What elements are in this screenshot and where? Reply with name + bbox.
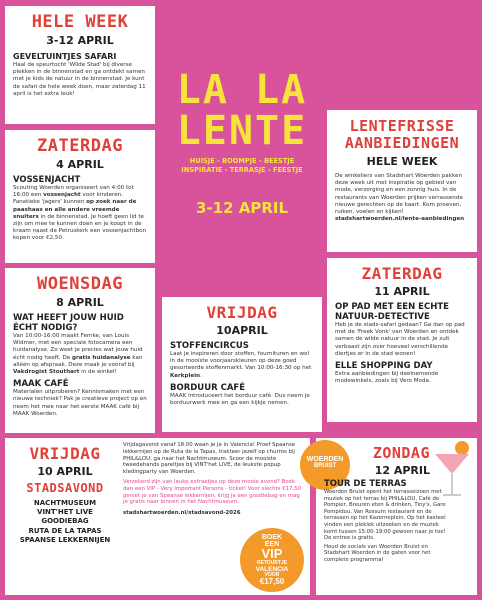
- lentefrisse-body: De winkeliers van Stadshart Woerden pakken deze week uit met inspiratie op gebied van mode, verzorging en een zonnig huis. In de restaurants van Woerden prijken verrassende nieuwe gerechten op de kaart. Kom proeven, ruiken, voelen en kijken!: [335, 173, 463, 216]
- vrijdag-10-card: [162, 297, 322, 432]
- natuur-detective-body: Heb je de stads-safari gedaan? Ga dan op pad met de 'Freek Vonk' van Woerden en ontdek samen de wilde natuur in de stad. Je zult verbaast zijn over hoeveel verschillende diertjes er in de stad wonen!: [335, 322, 465, 357]
- hero-banner: [162, 67, 322, 217]
- elle-shopping-body: Extra aanbiedingen bij deelnemende modewinkels, zoals bij Vero Moda.: [335, 371, 439, 385]
- venue-item: VINT'HET LIVE: [37, 508, 93, 517]
- lentefrisse-sub: HELE WEEK: [366, 155, 438, 168]
- hele-week-dates: 3-12 APRIL: [46, 34, 114, 47]
- hele-week-section: GEVELTUINTJES SAFARI: [13, 52, 117, 61]
- stadsavond-venues: [9, 499, 121, 545]
- elle-shopping-heading: ELLE SHOPPING DAY: [335, 361, 433, 372]
- maak-cafe-heading: MAAK CAFÉ: [13, 379, 69, 390]
- zondag-day: ZONDAG: [372, 444, 430, 462]
- woensdag-day: WOENSDAG: [37, 274, 123, 294]
- vip-line3: VIP: [261, 546, 283, 561]
- vrijdag-10-day: VRIJDAG: [206, 303, 278, 322]
- venue-item: RUTA DE LA TAPAS: [28, 526, 102, 535]
- stadsavond-link[interactable]: stadshartwoerden.nl/stadsavond-2026: [123, 510, 241, 517]
- zaterdag-11-card: [327, 258, 477, 422]
- vip-line6: VOOR: [264, 572, 280, 578]
- hele-week-card: [5, 6, 155, 124]
- tour-de-terras-body: Woerden Bruist opent het terrasseizoen met muziek op het terras bij PHIL&LOU, Café de Pompier, Breuren eten & drinken, Tiny's, Gare Pompidou, Van Rossum restaurant en de terrassen op het Kazerneplein. Op het kasteel vinden een pleklek uitzoeken en de muziek komt tussen 15:00-19:00 gewoon naar je toe! De entree is gratis.: [324, 489, 446, 542]
- hero-dates: 3-12 APRIL: [195, 199, 289, 217]
- woensdag-card: [5, 268, 155, 433]
- maak-cafe-body: Materialen uitproberen? Kennismaken met een nieuwe techniek? Pak je creatieve project op en neem het mee naar het eerste MAAK café bij MAAK Woerden.: [13, 389, 147, 417]
- zaterdag-4-day: ZATERDAG: [37, 136, 123, 156]
- lentefrisse-title1: LENTEFRISSE: [349, 117, 455, 135]
- vip-line1: BOEK: [261, 534, 283, 541]
- stadsavond-body1: Vrijdagavond vanaf 18.00 waan je je in Valencia! Proef Spaanse lekkernijen op de Ruta de la Tapas, trakteer jezelf op churros bij PHIL&LOU, ga naar het Nachtmuseum. Scoor de mooiste tweedehands pareltjes bij VINT'het LIVE, de leukste popup kledingparty van Woerden.: [123, 442, 296, 476]
- lentefrisse-card: [327, 110, 477, 252]
- hele-week-body: Haal de speurtocht 'Wilde Stad' bij diverse plekken in de binnenstad en ga ontdekt samen met je kids de natuur in de binnenstad. Je kunt de safari de hele week doen, maar zaterdag 11 april is het extra leuk!: [13, 62, 146, 97]
- stoffencircus-body: Laat je inspireren door stoffen, fournituren en wol in de mooiste voorjaarskleuren op deze goed gesorteerde stoffenmarkt. Van 10:00-16:30 op het Kerkplein.: [170, 351, 312, 379]
- stadsavond-left: [9, 444, 121, 545]
- zaterdag-4-card: [5, 130, 155, 263]
- tour-de-terras-heading: TOUR DE TERRAS: [324, 479, 407, 489]
- huidanalyse-body: Van 10:00-16:00 maakt Femke, van Louis Widmer, met een speciale fotocamera een huidanalyse. Zo weet je precies wat jouw huid écht nodig heeft. De gratis huidanalyse kan alléén op afspraak. Deze maak je vooraf bij Vakdrogist Stouthart in de winkel!: [13, 333, 143, 376]
- vip-line7: €17,50: [259, 577, 285, 586]
- hero-tags-line1: HUISJE - BOOMPJE - BEESTJE: [189, 157, 295, 165]
- borduur-cafe-heading: BORDUUR CAFÉ: [170, 382, 246, 393]
- tour-de-terras-body2: Houd de socials van Woerden Bruist en Stadshart Woerden in de gaten voor het complete programma!: [324, 543, 431, 563]
- stadsavond-date: 10 APRIL: [37, 465, 93, 478]
- hero-tags-line2: INSPIRATIE - TERRASJE - FEESTJE: [181, 166, 303, 174]
- venue-item: GOODIEBAG: [41, 517, 89, 526]
- stoffencircus-heading: STOFFENCIRCUS: [170, 341, 249, 351]
- vip-line2: EEN: [264, 541, 280, 548]
- zaterdag-4-date: 4 APRIL: [56, 158, 104, 171]
- lentefrisse-link[interactable]: stadshartwoerden.nl/lente-aanbiedingen: [335, 216, 465, 223]
- vrijdag-10-date: 10APRIL: [216, 324, 268, 337]
- natuur-detective-heading: OP PAD MET EEN ECHTE NATUUR-DETECTIVE: [335, 302, 449, 322]
- zaterdag-11-day: ZATERDAG: [361, 264, 443, 283]
- logo-line1: WOERDEN: [306, 456, 344, 463]
- zaterdag-11-date: 11 APRIL: [374, 285, 430, 298]
- vip-line4: RETOURTJE: [256, 560, 288, 566]
- vossenjacht-body: Scouting Woerden organiseert van 4:00 tot 16:00 een vossenjacht voor kinderen. Fanatieke 'jagers' kunnen op zoek naar de paashaas en alle andere vreemde snuiters in de binnenstad. Je hoeft geen lid te zijn om mee te kunnen doen en je koopt in de kraam naast de Petruskerk een vossenjachtbon kopen voor €2,50.: [13, 185, 147, 242]
- vip-line5: VALENCIA: [255, 566, 289, 573]
- lentefrisse-title2: AANBIEDINGEN: [344, 134, 460, 152]
- venue-item: NACHTMUSEUM: [33, 499, 97, 507]
- borduur-cafe-body: MAAK introduceert het borduur café. Dus neem je borduurwerk mee en ga een kijkje nemen.: [170, 392, 310, 407]
- venue-item: SPAANSE LEKKERNIJEN: [19, 535, 111, 544]
- hero-title-line1: LA LA: [176, 67, 308, 113]
- logo-line2: BRUIST: [313, 463, 337, 469]
- hero-title-line2: LENTE: [176, 108, 308, 154]
- stadsavond-body2: Verzekerd zijn van leuke extraatjes op deze mooie avond? Boek dan een VIP - Very Important Persons - ticket! Voor slechts €17,50 geniet je van Spaanse lekkernijen, krijg je een goodiebag en mag je gratis naar binnen in het Nachtmuseum.: [123, 478, 302, 506]
- stadsavond-day: VRIJDAG: [29, 444, 101, 463]
- vossenjacht-heading: VOSSENJACHT: [13, 175, 81, 185]
- zondag-date: 12 APRIL: [374, 464, 430, 477]
- huidanalyse-heading: WAT HEEFT JOUW HUID ÉCHT NODIG?: [13, 313, 124, 333]
- woensdag-date: 8 APRIL: [56, 296, 104, 309]
- stadsavond-title: STADSAVOND: [26, 481, 104, 495]
- zondag-content: [322, 444, 434, 477]
- vip-badge[interactable]: [240, 528, 304, 592]
- zondag-text: [324, 479, 448, 564]
- hele-week-title: HELE WEEK: [31, 12, 129, 32]
- stadsavond-right: [123, 442, 305, 517]
